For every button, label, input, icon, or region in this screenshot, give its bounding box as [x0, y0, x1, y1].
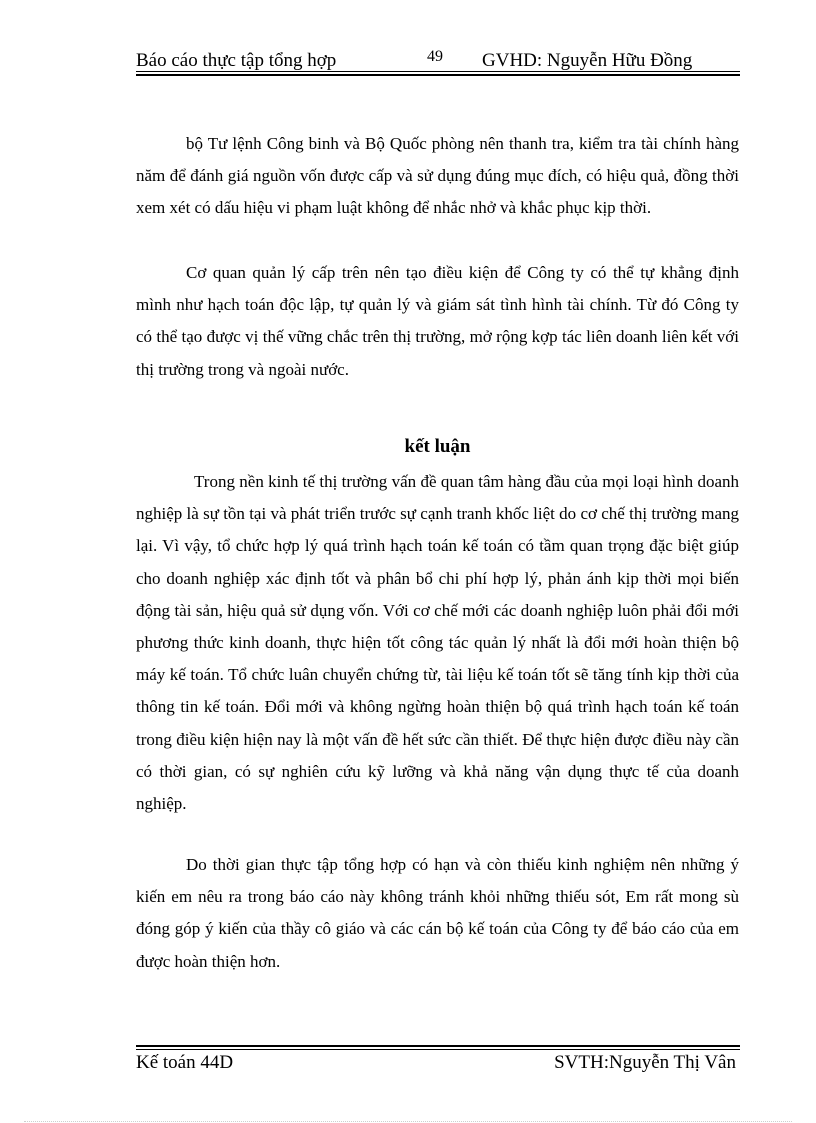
- page-footer: [136, 1045, 740, 1075]
- paragraph-text: Cơ quan quản lý cấp trên nên tạo điều kiện để Công ty có thể tự khẳng định mình như hạch toán độc lập, tự quản lý và giám sát tình hình tài chính. Từ đó Công ty có thể tạo được vị thế vững chắc trên thị trường, mở rộng kợp tác liên doanh liên kết với thị trường trong và ngoài nước.: [136, 263, 739, 379]
- supervisor-name: GVHD: Nguyễn Hữu Đồng: [482, 50, 693, 71]
- class-name: Kế toán 44D: [136, 1052, 234, 1073]
- page-number: 49: [427, 48, 443, 65]
- page-header: [136, 46, 740, 76]
- paragraph-text: Trong nền kinh tế thị trường vấn đề quan tâm hàng đầu của mọi loại hình doanh nghiệp là sự tồn tại và phát triển trước sự cạnh tranh khốc liệt do cơ chế thị trường mang lại. Vì vậy, tổ chức hợp lý quá trình hạch toán kế toán có tầm quan trọng đặc biệt giúp cho doanh nghiệp xác định tốt và phân bổ chi phí hợp lý, phản ánh kịp thời mọi biến động tài sản, hiệu quả sử dụng vốn. Với cơ chế mới các doanh nghiệp luôn phải đổi mới phương thức kinh doanh, thực hiện tốt công tác quản lý nhất là đổi mới hoàn thiện bộ máy kế toán. Tổ chức luân chuyển chứng từ, tài liệu kế toán tốt sẽ tăng tính kịp thời của thông tin kế toán. Đổi mới và không ngừng hoàn thiện bộ quá trình hạch toán kế toán trong điều kiện hiện nay là một vấn đề hết sức cần thiết. Để thực hiện được điều này cần có thời gian, có sự nghiên cứu kỹ lưỡng và khả năng vận dụng thực tế của doanh nghiệp.: [136, 472, 739, 814]
- intro-paragraph-2: [136, 257, 739, 386]
- student-name: SVTH:Nguyễn Thị Vân: [554, 1052, 736, 1073]
- footer-rule: [136, 1049, 740, 1050]
- footer-rule-thick: [136, 1045, 740, 1047]
- intro-paragraph-1: [136, 128, 739, 225]
- report-title: Báo cáo thực tập tổng hợp: [136, 50, 337, 71]
- paragraph-text: bộ Tư lệnh Công binh và Bộ Quốc phòng nên thanh tra, kiểm tra tài chính hàng năm để đánh giá nguồn vốn được cấp và sử dụng đúng mục đích, có hiệu quả, đồng thời xem xét có dấu hiệu vi phạm luật không để nhắc nhở và khắc phục kịp thời.: [136, 134, 739, 218]
- header-rule: [136, 71, 740, 72]
- conclusion-paragraph-1: [136, 466, 739, 820]
- header-rule-thick: [136, 74, 740, 76]
- page-edge-divider: [24, 1121, 792, 1122]
- conclusion-paragraph-2: [136, 849, 739, 978]
- paragraph-text: Do thời gian thực tập tổng hợp có hạn và còn thiếu kinh nghiệm nên những ý kiến em nêu ra trong báo cáo này không tránh khỏi những thiếu sót, Em rất mong sù đóng góp ý kiến của thầy cô giáo và các cán bộ kế toán của Công ty để báo cáo của em được hoàn thiện hơn.: [136, 855, 739, 971]
- conclusion-heading: kết luận: [404, 436, 471, 457]
